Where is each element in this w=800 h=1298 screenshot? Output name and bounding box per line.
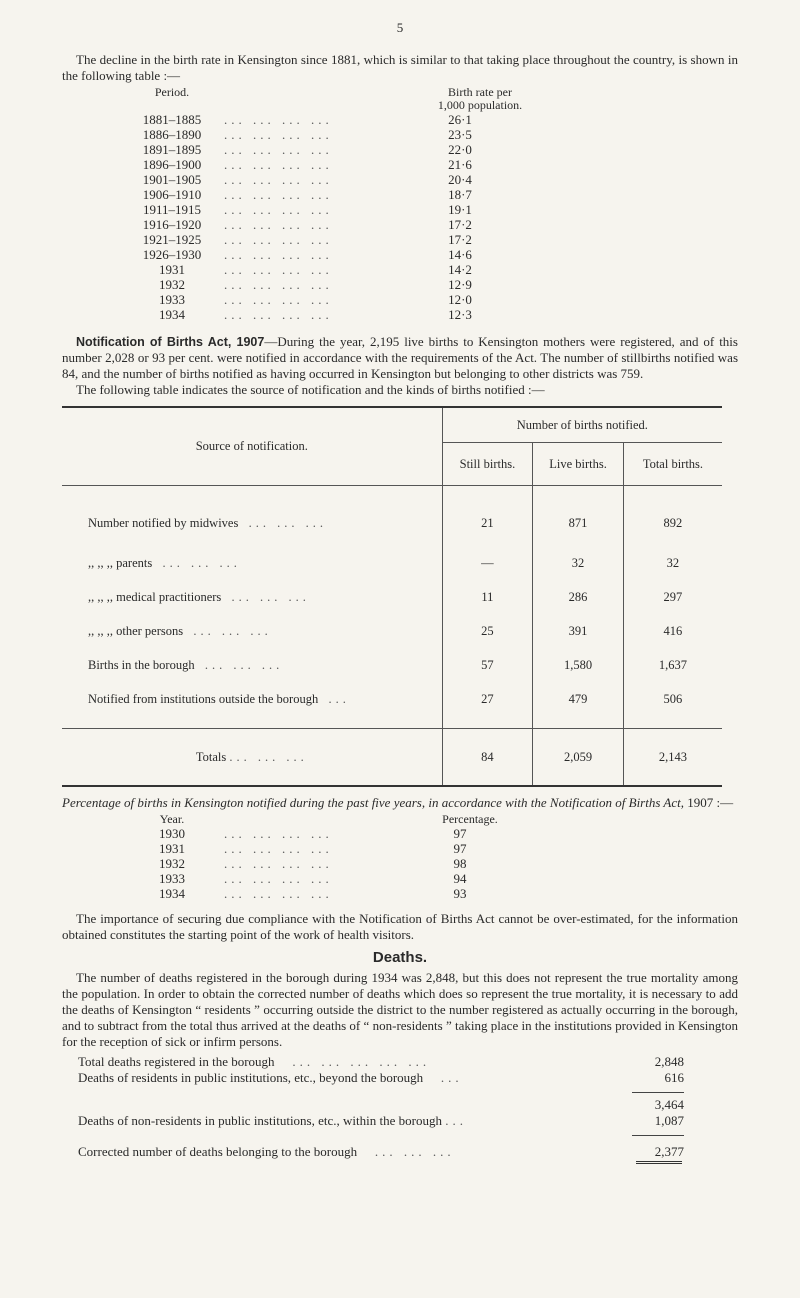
percentage-row	[134, 856, 738, 871]
source-label: Number notified by midwives ... ... ...	[88, 515, 327, 530]
period-cell: 1886–1890	[142, 127, 202, 142]
births-group-header: Number of births notified.	[442, 407, 722, 443]
page-number: 5	[396, 20, 404, 35]
totals-total: 2,143	[623, 729, 722, 787]
pct-cell: 93	[453, 886, 467, 901]
still-cell: 57	[442, 648, 533, 682]
source-row	[62, 486, 722, 547]
leader-dots: ... ... ... ...	[224, 187, 333, 202]
period-cell: 1916–1920	[142, 217, 202, 232]
period-cell: 1906–1910	[142, 187, 202, 202]
year-cell: 1932	[159, 856, 185, 871]
period-cell: 1891–1895	[142, 142, 202, 157]
period-cell: 1881–1885	[142, 112, 202, 127]
percentage-table	[134, 813, 738, 901]
corrected-deaths-value: 2,377	[654, 1144, 684, 1159]
percentage-heading: Percentage of births in Kensington notified during the past five years, in accordance with the Notification of Births Act, 1907 :—	[62, 795, 734, 810]
year-cell: 1931	[159, 841, 185, 856]
account-row	[62, 1097, 738, 1113]
source-row	[62, 648, 722, 682]
pct-cell: 94	[453, 871, 467, 886]
difference-rule	[632, 1135, 684, 1136]
rate-cell: 14·6	[448, 247, 472, 262]
year-cell: 1934	[159, 886, 185, 901]
notification-heading: Notification of Births Act, 1907	[76, 335, 265, 349]
leader-dots: ... ... ... ...	[224, 247, 333, 262]
source-label: ,, ,, ,, parents ... ... ...	[88, 555, 241, 570]
leader-dots: ... ... ... ...	[224, 307, 333, 322]
leader-dots: ... ... ... ...	[224, 262, 333, 277]
pct-cell: 98	[453, 856, 467, 871]
source-row	[62, 614, 722, 648]
live-cell: 1,580	[533, 648, 624, 682]
totals-label: Totals ... ... ...	[195, 749, 308, 764]
still-births-header: Still births.	[442, 443, 533, 486]
still-cell: 25	[442, 614, 533, 648]
notification-paragraph	[62, 334, 738, 382]
total-cell: 416	[623, 614, 722, 648]
total-births-header: Total births.	[623, 443, 722, 486]
period-cell: 1896–1900	[142, 157, 202, 172]
account-row: Deaths of non-residents in public institutions, etc., within the borough ... 1,087	[78, 1113, 684, 1128]
source-column-header: Source of notification.	[195, 439, 308, 453]
rate-cell: 17·2	[448, 232, 472, 247]
leader-dots: ... ... ... ...	[224, 217, 333, 232]
birth-rate-row	[134, 247, 738, 262]
period-cell: 1931	[159, 262, 185, 277]
leader-dots: ... ... ... ...	[224, 142, 333, 157]
leader-dots: ... ... ... ...	[224, 157, 333, 172]
birth-rate-row	[134, 217, 738, 232]
birth-rate-row	[134, 277, 738, 292]
birth-rate-row	[134, 232, 738, 247]
leader-dots: ... ... ... ...	[224, 826, 333, 841]
birth-rate-row	[134, 292, 738, 307]
live-cell: 286	[533, 580, 624, 614]
deaths-title: Deaths.	[372, 949, 428, 966]
percentage-row	[134, 826, 738, 841]
period-cell: 1933	[159, 292, 185, 307]
leader-dots: ... ... ... ...	[224, 202, 333, 217]
period-cell: 1911–1915	[142, 202, 202, 217]
rate-cell: 23·5	[448, 127, 472, 142]
source-label: Births in the borough ... ... ...	[88, 657, 284, 672]
leader-dots: ... ... ... ...	[224, 277, 333, 292]
subtotal-value: 3,464	[654, 1097, 684, 1112]
rate-cell: 18·7	[448, 187, 472, 202]
birth-rate-row	[134, 112, 738, 127]
sum-rule	[632, 1092, 684, 1093]
percentage-row	[134, 886, 738, 901]
period-column-header: Period.	[154, 85, 190, 99]
intro-paragraph: The decline in the birth rate in Kensington since 1881, which is similar to that taking place throughout the country, is shown in the following table :—	[62, 52, 738, 83]
source-row	[62, 682, 722, 716]
rate-cell: 12·0	[448, 292, 472, 307]
birth-rate-row	[134, 127, 738, 142]
pct-column-header: Percentage.	[442, 812, 498, 826]
period-cell: 1921–1925	[142, 232, 202, 247]
source-row	[62, 546, 722, 580]
live-births-header: Live births.	[533, 443, 624, 486]
year-cell: 1930	[159, 826, 185, 841]
birth-rate-row	[134, 262, 738, 277]
year-column-header: Year.	[159, 812, 185, 826]
rate-cell: 26·1	[448, 112, 472, 127]
birth-rate-row	[134, 187, 738, 202]
birth-rate-row	[134, 172, 738, 187]
live-cell: 479	[533, 682, 624, 716]
notification-text: —During the year, 2,195 live births to Kensington mothers were registered, and of this number 2,028 or 93 per cent. were notified in accordance with the requirements of the Act. The number of stillbirths notified was 84, and the number of births notified as having occurred in Kensington but belonging to other districts was 759.	[62, 334, 738, 381]
total-cell: 892	[623, 486, 722, 547]
year-cell: 1933	[159, 871, 185, 886]
total-cell: 297	[623, 580, 722, 614]
leader-dots: ... ... ... ...	[224, 112, 333, 127]
leader-dots: ... ... ... ...	[224, 856, 333, 871]
leader-dots: ... ... ... ...	[224, 841, 333, 856]
birth-rate-row	[134, 142, 738, 157]
nonresident-deaths-value: 1,087	[654, 1113, 684, 1128]
rate-cell: 21·6	[448, 157, 472, 172]
leader-dots: ... ... ... ...	[224, 232, 333, 247]
leader-dots: ... ... ... ...	[224, 127, 333, 142]
deaths-account	[62, 1054, 738, 1164]
source-row	[62, 580, 722, 614]
total-deaths-value: 2,848	[654, 1054, 684, 1069]
percentage-row	[134, 841, 738, 856]
total-double-rule	[636, 1161, 682, 1164]
account-row: Deaths of residents in public institutions, etc., beyond the borough ... 616	[78, 1070, 684, 1085]
period-cell: 1901–1905	[142, 172, 202, 187]
period-cell: 1926–1930	[142, 247, 202, 262]
rate-cell: 20·4	[448, 172, 472, 187]
leader-dots: ... ... ... ...	[224, 172, 333, 187]
deaths-paragraph: The number of deaths registered in the borough during 1934 was 2,848, but this does not represent the true mortality among the population. In order to obtain the corrected number of deaths which does so represent the true mortality, it is necessary to add the deaths of Kensington “ residents ” occurring outside the district to the number registered as actually occurring in the borough, and to subtract from the total thus arrived at the deaths of “ non-residents ” taking place in the institutions provided in Kensington for the reception of sick or infirm persons.	[62, 970, 738, 1049]
still-cell: —	[442, 546, 533, 580]
source-label: Notified from institutions outside the borough ...	[88, 691, 350, 706]
importance-paragraph: The importance of securing due compliance with the Notification of Births Act cannot be over-estimated, for the information obtained constitutes the starting point of the work of health visitors.	[62, 911, 738, 942]
still-cell: 11	[442, 580, 533, 614]
source-label: ,, ,, ,, other persons ... ... ...	[88, 623, 272, 638]
pct-cell: 97	[453, 841, 467, 856]
residents-deaths-value: 616	[664, 1070, 684, 1085]
live-cell: 871	[533, 486, 624, 547]
rate-cell: 14·2	[448, 262, 472, 277]
rate-cell: 17·2	[448, 217, 472, 232]
birth-rate-row	[134, 202, 738, 217]
rate-cell: 19·1	[448, 202, 472, 217]
rate-cell: 12·3	[448, 307, 472, 322]
birth-rate-header	[134, 86, 738, 99]
birth-rate-table	[134, 86, 738, 322]
leader-dots: ... ... ... ...	[224, 886, 333, 901]
rate-column-header-2: 1,000 population.	[437, 98, 523, 112]
still-cell: 21	[442, 486, 533, 547]
live-cell: 391	[533, 614, 624, 648]
percentage-header	[134, 813, 738, 826]
period-cell: 1932	[159, 277, 185, 292]
live-cell: 32	[533, 546, 624, 580]
table-intro: The following table indicates the source of notification and the kinds of births notified :—	[76, 382, 545, 397]
still-cell: 27	[442, 682, 533, 716]
pct-cell: 97	[453, 826, 467, 841]
account-row: Total deaths registered in the borough ... ... ... ... ... 2,848	[78, 1054, 684, 1069]
total-cell: 1,637	[623, 648, 722, 682]
birth-rate-row	[134, 157, 738, 172]
totals-live: 2,059	[533, 729, 624, 787]
rate-cell: 12·9	[448, 277, 472, 292]
notification-source-table	[62, 406, 722, 787]
rate-cell: 22·0	[448, 142, 472, 157]
account-row: Corrected number of deaths belonging to the borough ... ... ... 2,377	[78, 1144, 684, 1159]
total-cell: 32	[623, 546, 722, 580]
rate-column-header-1: Birth rate per	[448, 85, 512, 99]
percentage-row	[134, 871, 738, 886]
totals-still: 84	[442, 729, 533, 787]
source-label: ,, ,, ,, medical practitioners ... ... ...	[88, 589, 310, 604]
leader-dots: ... ... ... ...	[224, 292, 333, 307]
total-cell: 506	[623, 682, 722, 716]
period-cell: 1934	[159, 307, 185, 322]
leader-dots: ... ... ... ...	[224, 871, 333, 886]
document-page	[62, 20, 738, 1164]
birth-rate-row	[134, 307, 738, 322]
